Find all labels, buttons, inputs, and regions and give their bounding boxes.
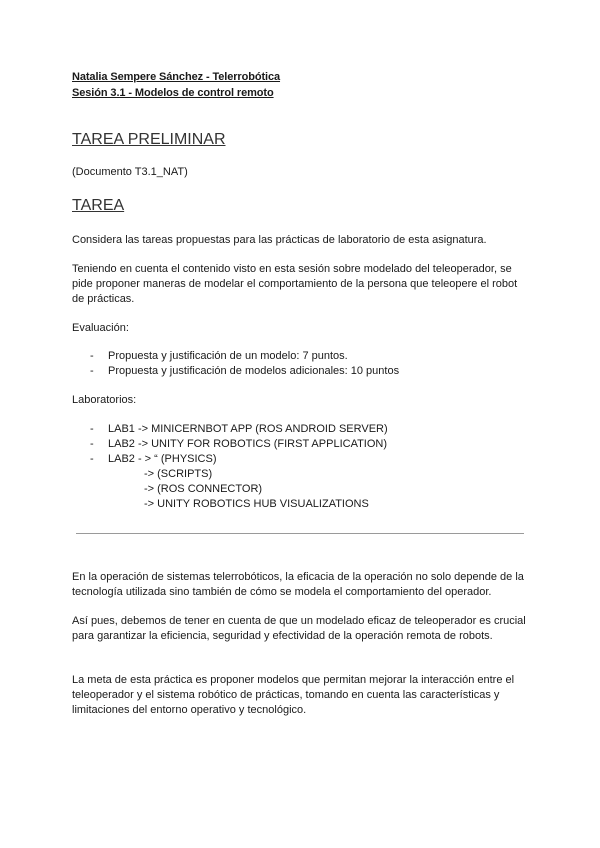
- list-dash: -: [90, 350, 94, 362]
- document-reference: (Documento T3.1_NAT): [72, 166, 188, 178]
- body-paragraph-2: Así pues, debemos de tener en cuenta de que un modelado eficaz de teleoperador es crucial para garantizar la eficiencia, seguridad y efectividad de la operación remota de robots.: [72, 615, 526, 642]
- labs-label: Laboratorios:: [72, 394, 137, 406]
- evaluation-item-text: Propuesta y justificación de un modelo: 7 puntos.: [108, 350, 348, 362]
- lab-item-text: LAB1 -> MINICERNBOT APP (ROS ANDROID SERVER): [108, 423, 388, 435]
- lab-subitem: -> (ROS CONNECTOR): [144, 483, 263, 495]
- lab-item: [90, 437, 387, 452]
- lab-item-text: LAB2 - > “ (PHYSICS): [108, 453, 217, 465]
- list-dash: -: [90, 438, 94, 450]
- body-paragraph-1: En la operación de sistemas telerrobóticos, la eficacia de la operación no solo depende de la tecnología utilizada sino también de cómo se modela el comportamiento del operador.: [72, 571, 524, 598]
- list-dash: -: [90, 365, 94, 377]
- evaluation-item: [90, 364, 399, 379]
- header-author-course: Natalia Sempere Sánchez - Telerrobótica: [72, 71, 281, 83]
- body-paragraph-3: La meta de esta práctica es proponer modelos que permitan mejorar la interacción entre el teleoperador y el sistema robótico de prácticas, tomando en cuenta las características y limitaciones del entorno operativo y tecnológico.: [72, 674, 515, 716]
- evaluation-item: [90, 349, 348, 364]
- tarea-paragraph-1: Considera las tareas propuestas para las prácticas de laboratorio de esta asignatura.: [72, 234, 487, 246]
- tarea-paragraph-2: Teniendo en cuenta el contenido visto en esta sesión sobre modelado del teleoperador, se pide proponer maneras de modelar el comportamiento de la persona que teleopere el robot de prácticas.: [72, 263, 518, 305]
- lab-subitem: -> UNITY ROBOTICS HUB VISUALIZATIONS: [144, 498, 369, 510]
- lab-item-text: LAB2 -> UNITY FOR ROBOTICS (FIRST APPLICATION): [108, 438, 388, 450]
- lab-item: [90, 452, 217, 467]
- evaluation-item-text: Propuesta y justificación de modelos adicionales: 10 puntos: [108, 365, 400, 377]
- heading-tarea-preliminar: TAREA PRELIMINAR: [72, 131, 226, 148]
- horizontal-divider: [76, 533, 524, 534]
- heading-tarea: TAREA: [72, 197, 125, 214]
- evaluation-label: Evaluación:: [72, 322, 129, 334]
- list-dash: -: [90, 423, 94, 435]
- lab-subitem: -> (SCRIPTS): [144, 468, 213, 480]
- lab-item: [90, 422, 388, 437]
- list-dash: -: [90, 453, 94, 465]
- header-session: Sesión 3.1 - Modelos de control remoto: [72, 87, 274, 99]
